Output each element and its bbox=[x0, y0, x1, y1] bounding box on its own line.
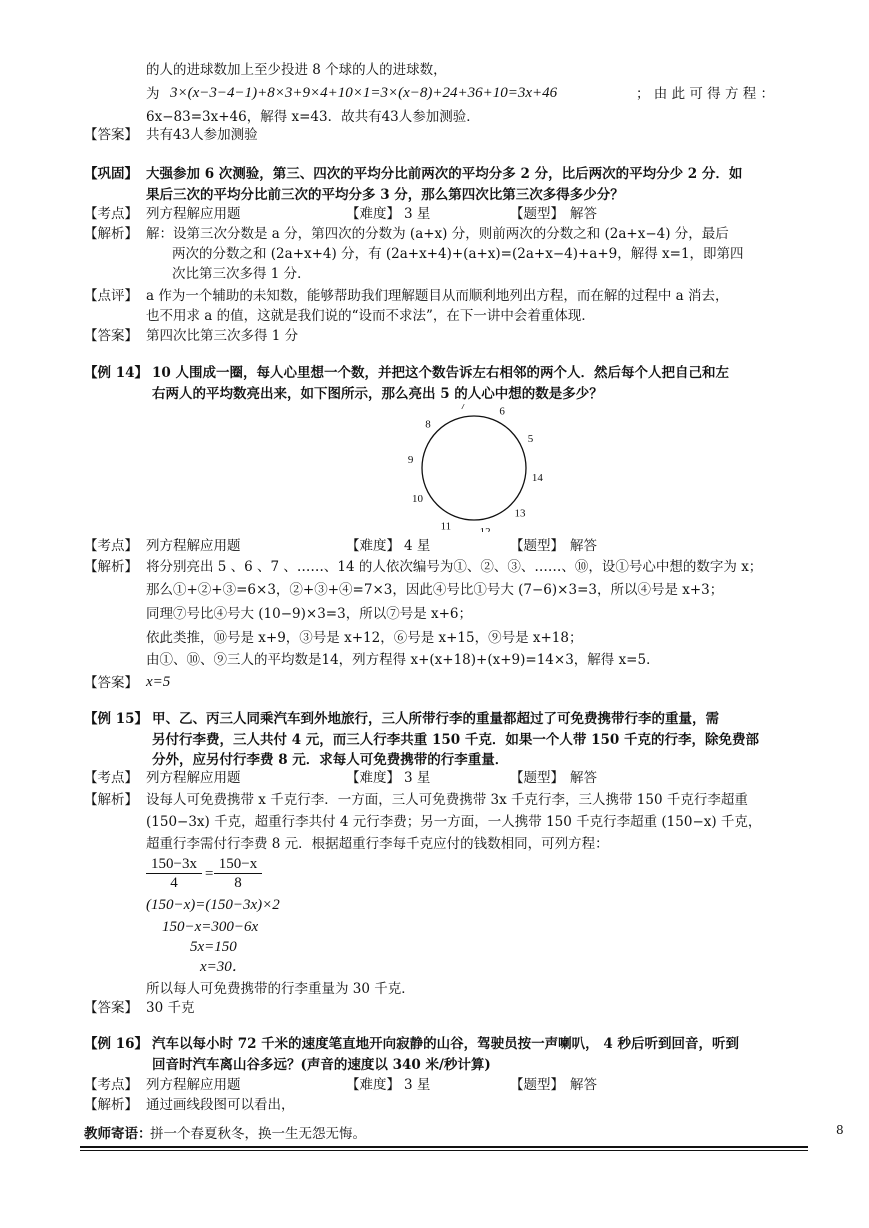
example-14-question-1: 10 人围成一圈，每人心里想一个数，并把这个数告诉左右相邻的两个人．然后每个人把自己和左 bbox=[152, 365, 729, 381]
step-1: (150−x)=(150−3x)×2 bbox=[146, 897, 280, 913]
jiexi-tag: 【解析】 bbox=[84, 1097, 138, 1113]
dianping-tag: 【点评】 bbox=[84, 288, 138, 304]
jiexi-tag: 【解析】 bbox=[84, 226, 138, 242]
jiexi-line-1: 将分别亮出 5 、6 、7 、……、14 的人依次编号为①、②、③、……、⑩，设①号心中想的数字为 x； bbox=[146, 559, 763, 575]
jiexi-line-3: 超重行李需付行李费 8 元．根据超重行李每千克应付的钱数相同，可列方程： bbox=[146, 836, 609, 852]
kaodian-tag: 【考点】 bbox=[84, 1077, 138, 1093]
conclusion: 所以每人可免费携带的行李重量为 30 千克． bbox=[146, 981, 415, 997]
footer-rule-thick bbox=[80, 1146, 808, 1148]
fraction-left bbox=[146, 855, 202, 892]
gonggu-question-1: 大强参加 6 次测验，第三、四次的平均分比前两次的平均分多 2 分，比后两次的平均分少 2 分．如 bbox=[146, 166, 743, 182]
circle-label: 12 bbox=[479, 526, 491, 532]
dianping-line-2: 也不用求 a 的值，这就是我们说的“设而不求法”，在下一讲中会着重体现． bbox=[146, 308, 595, 324]
tixing-value: 解答 bbox=[570, 1077, 597, 1093]
tixing-tag: 【题型】 bbox=[510, 770, 564, 786]
jiexi-line-3: 同理⑦号比④号大 (10−9)×3=3，所以⑦号是 x+6； bbox=[146, 606, 473, 622]
example-16-question-2: 回音时汽车离山谷多远？(声音的速度以 340 米/秒计算) bbox=[152, 1057, 491, 1073]
circle-label: 5 bbox=[527, 433, 534, 445]
top-line-2-lead: 为 bbox=[146, 86, 160, 102]
answer-tag: 【答案】 bbox=[84, 127, 138, 143]
example-14-question-2: 右两人的平均数亮出来，如下图所示，那么亮出 5 的人心中想的数是多少？ bbox=[152, 386, 603, 402]
jiexi-tag: 【解析】 bbox=[84, 792, 138, 808]
kaodian-value: 列方程解应用题 bbox=[146, 1077, 241, 1093]
nandu-tag: 【难度】 bbox=[346, 1077, 400, 1093]
jiexi-line-1: 通过画线段图可以看出， bbox=[146, 1097, 295, 1113]
circle-outline bbox=[422, 416, 526, 520]
example-15-question-1: 甲、乙、丙三人同乘汽车到外地旅行，三人所带行李的重量都超过了可免费携带行李的重量，需 bbox=[152, 711, 719, 727]
fraction-right-denominator: 8 bbox=[234, 875, 242, 891]
tixing-tag: 【题型】 bbox=[510, 206, 564, 222]
fraction-right-numerator: 150−x bbox=[218, 856, 258, 872]
fraction-left-denominator: 4 bbox=[170, 875, 178, 891]
example-16-tag: 【例 16】 bbox=[84, 1036, 148, 1052]
page-number: 8 bbox=[836, 1123, 844, 1137]
jiexi-line-4: 依此类推，⑩号是 x+9，③号是 x+12，⑥号是 x+15，⑨号是 x+18； bbox=[146, 630, 583, 646]
kaodian-tag: 【考点】 bbox=[84, 538, 138, 554]
tixing-tag: 【题型】 bbox=[510, 1077, 564, 1093]
tixing-value: 解答 bbox=[570, 770, 597, 786]
nandu-value: 3 星 bbox=[404, 770, 431, 786]
tixing-tag: 【题型】 bbox=[510, 538, 564, 554]
circle-label: 14 bbox=[531, 471, 543, 484]
circle-label: 11 bbox=[440, 520, 452, 532]
top-line-3: 6x−83=3x+46，解得 x=43．故共有43人参加测验． bbox=[146, 109, 480, 125]
nandu-value: 3 星 bbox=[404, 206, 431, 222]
circle-label: 13 bbox=[514, 507, 526, 520]
example-15-question-3: 分外，应另付行李费 8 元．求每人可免费携带的行李重量． bbox=[152, 752, 509, 768]
step-2: 150−x=300−6x bbox=[162, 919, 259, 935]
answer-tag: 【答案】 bbox=[84, 328, 138, 344]
jiexi-line-5: 由①、⑩、⑨三人的平均数是14，列方程得 x+(x+18)+(x+9)=14×3，解得 x=5． bbox=[146, 652, 660, 668]
dianping-line-1: a 作为一个辅助的未知数，能够帮助我们理解题目从而顺利地列出方程，而在解的过程中 a 消去， bbox=[146, 288, 729, 304]
tixing-value: 解答 bbox=[570, 206, 597, 222]
jiexi-line-2: 那么①+②+③=6×3，②+③+④=7×3，因此④号比①号大 (7−6)×3=3，所以④号是 x+3； bbox=[146, 582, 724, 598]
fraction-right bbox=[214, 855, 262, 892]
kaodian-value: 列方程解应用题 bbox=[146, 770, 241, 786]
kaodian-tag: 【考点】 bbox=[84, 206, 138, 222]
circle-svg bbox=[400, 404, 550, 532]
gonggu-question-2: 果后三次的平均分比前三次的平均分多 3 分，那么第四次比第三次多得多少分？ bbox=[146, 187, 624, 203]
top-line-1: 的人的进球数加上至少投进 8 个球的人的进球数， bbox=[146, 62, 447, 78]
answer-text: x=5 bbox=[146, 674, 171, 690]
jiexi-line-1: 设每人可免费携带 x 千克行李．一方面，三人可免费携带 3x 千克行李，三人携带 150 千克行李超重 bbox=[146, 792, 748, 808]
footer-quote: 拼一个春夏秋冬，换一生无怨无悔。 bbox=[150, 1126, 366, 1142]
top-equation-1: 3×(x−3−4−1)+8×3+9×4+10×1=3×(x−8)+24+36+10=3x+46 bbox=[170, 85, 558, 101]
answer-text: 第四次比第三次多得 1 分 bbox=[146, 328, 299, 344]
example-15-tag: 【例 15】 bbox=[84, 711, 148, 727]
nandu-tag: 【难度】 bbox=[346, 770, 400, 786]
nandu-tag: 【难度】 bbox=[346, 206, 400, 222]
example-16-question-1: 汽车以每小时 72 千米的速度笔直地开向寂静的山谷，驾驶员按一声喇叭， 4 秒后听到回音，听到 bbox=[152, 1036, 739, 1052]
answer-tag: 【答案】 bbox=[84, 675, 138, 691]
nandu-value: 3 星 bbox=[404, 1077, 431, 1093]
top-line-2-tail: ； 由 此 可 得 方 程 ： bbox=[636, 86, 775, 102]
circle-label: 7 bbox=[460, 404, 466, 412]
step-3: 5x=150 bbox=[190, 939, 237, 955]
fraction-equals: = bbox=[204, 866, 215, 882]
answer-text: 30 千克 bbox=[146, 1000, 195, 1016]
jiexi-line-3: 次比第三次多得 1 分． bbox=[172, 266, 311, 282]
answer-tag: 【答案】 bbox=[84, 1000, 138, 1016]
gonggu-tag: 【巩固】 bbox=[84, 166, 138, 182]
circle-diagram bbox=[400, 404, 550, 532]
jiexi-tag: 【解析】 bbox=[84, 559, 138, 575]
answer-text: 共有43人参加测验 bbox=[146, 127, 258, 143]
jiexi-line-2: (150−3x) 千克，超重行李共付 4 元行李费；另一方面，一人携带 150 千克行李超重 (150−x) 千克， bbox=[146, 814, 762, 830]
fraction-left-numerator: 150−3x bbox=[151, 856, 197, 872]
jiexi-line-2: 两次的分数之和 (2a+x+4) 分，有 (2a+x+4)+(a+x)=(2a+x−4)+a+9，解得 x=1，即第四 bbox=[172, 246, 744, 262]
tixing-value: 解答 bbox=[570, 538, 597, 554]
nandu-value: 4 星 bbox=[404, 538, 431, 554]
example-14-tag: 【例 14】 bbox=[84, 365, 148, 381]
nandu-tag: 【难度】 bbox=[346, 538, 400, 554]
circle-label: 6 bbox=[499, 405, 505, 418]
example-15-question-2: 另付行李费，三人共付 4 元，而三人行李共重 150 千克．如果一个人带 150 千克的行李，除免费部 bbox=[152, 732, 759, 748]
circle-label: 10 bbox=[412, 493, 423, 505]
circle-label: 9 bbox=[407, 454, 414, 467]
footer-label: 教师寄语： bbox=[84, 1126, 152, 1142]
kaodian-value: 列方程解应用题 bbox=[146, 206, 241, 222]
circle-label: 8 bbox=[425, 418, 431, 431]
jiexi-line-1: 解：设第三次分数是 a 分，第四次的分数为 (a+x) 分，则前两次的分数之和 (2a+x−4) 分，最后 bbox=[146, 226, 729, 242]
footer-rule-thin bbox=[80, 1150, 808, 1151]
step-4: x=30． bbox=[200, 959, 247, 975]
kaodian-value: 列方程解应用题 bbox=[146, 538, 241, 554]
kaodian-tag: 【考点】 bbox=[84, 770, 138, 786]
